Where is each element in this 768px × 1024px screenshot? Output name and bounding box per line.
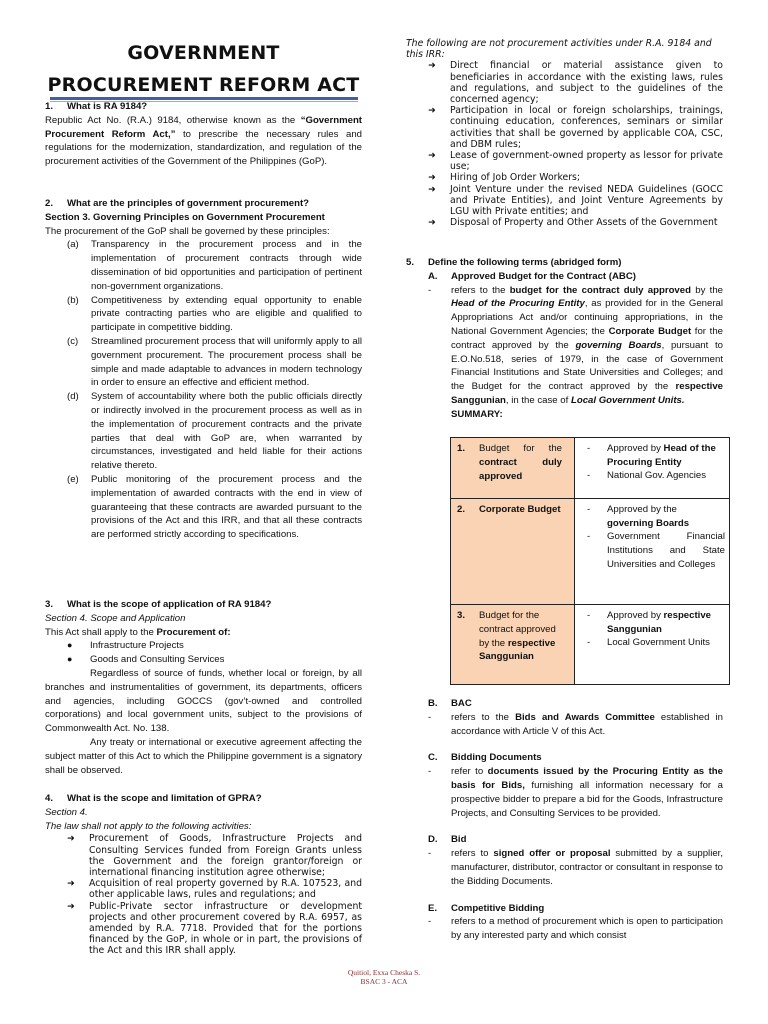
not-procurement-intro: The following are not procurement activities under R.A. 9184 and this IRR: bbox=[406, 38, 712, 61]
q3-section: Section 4. Scope and Application bbox=[45, 612, 186, 624]
question-2 bbox=[45, 197, 362, 542]
footer-class: BSAC 3 - ACA bbox=[360, 977, 408, 986]
term-d-definition: - refers to signed offer or proposal submitted by a supplier, manufacturer, distributor, contractor or consultant in response to the Bidding Documents. bbox=[428, 848, 723, 887]
principle-item: (c) Streamlined procurement process that will uniformly apply to all government procurement. The procurement process shall be simple and made adaptable to advances in modern technology in order to ensure an effective and efficient method. bbox=[67, 335, 362, 389]
q2-intro: The procurement of the GoP shall be governed by these principles: bbox=[45, 225, 330, 237]
summary-row: 2. Corporate Budget - Approved by the governing Boards - Government Financial Institutions and State Universities and Colleges bbox=[451, 499, 730, 605]
q3-number: 3. bbox=[45, 599, 54, 610]
question-3 bbox=[45, 598, 362, 777]
term-e-definition: - refers to a method of procurement which is open to participation by any interested party and which consist bbox=[428, 916, 723, 942]
limitation-item: ➜ Procurement of Goods, Infrastructure Projects and Consulting Services funded from Foreign Grants unless the Government and the foreign grantor/foreign or international financing institution agree otherwise; bbox=[67, 833, 362, 878]
page-title-line1: GOVERNMENT bbox=[127, 42, 280, 64]
term-c-heading: C. Bidding Documents bbox=[428, 752, 542, 764]
arrow-icon: ➜ bbox=[428, 172, 436, 184]
arrow-icon: ➜ bbox=[428, 60, 436, 72]
limitation-item: ➜ Acquisition of real property governed by R.A. 107523, and other applicable laws, rules and regulations; and bbox=[67, 878, 362, 901]
principle-item: (e) Public monitoring of the procurement process and the implementation of awarded contracts with the end in view of guaranteeing that these contracts are awarded pursuant to the provisions of the Act and this IRR, and that all these contracts are performed strictly according to specifications. bbox=[67, 473, 362, 541]
summary-label: SUMMARY: bbox=[451, 408, 503, 420]
term-b-definition: - refers to the Bids and Awards Committee established in accordance with Article V of this Act. bbox=[428, 711, 723, 737]
arrow-icon: ➜ bbox=[67, 900, 75, 912]
principle-item: (a) Transparency in the procurement process and in the implementation of procurement contracts through wide dissemination of bid opportunities and participation of pertinent non-government organizations. bbox=[67, 239, 362, 292]
exclusion-item: ➜ Joint Venture under the revised NEDA Guidelines (GOCC and Private Entities), and Joint Venture Agreements by LGU with Private entities; and bbox=[428, 183, 723, 218]
arrow-icon: ➜ bbox=[428, 183, 436, 195]
scope-bullet: ● Goods and Consulting Services bbox=[67, 654, 225, 666]
footer-author: Quitiol, Exxa Cheska S. bbox=[347, 968, 421, 977]
principle-item: (b) Competitiveness by extending equal opportunity to enable private contracting parties who are eligible and qualified to participate in competitive bidding. bbox=[67, 294, 362, 334]
question-4 bbox=[45, 792, 362, 957]
exclusion-item: ➜ Disposal of Property and Other Assets of the Government bbox=[428, 217, 718, 229]
page-title-line2: PROCUREMENT REFORM ACT bbox=[47, 74, 360, 96]
q3-para2: Any treaty or international or executive agreement affecting the subject matter of this Act to which the Philippine government is a signatory shall be observed. bbox=[45, 736, 362, 776]
q4-intro: The law shall not apply to the following activities: bbox=[45, 820, 252, 832]
question-5 bbox=[406, 256, 723, 422]
term-b-heading: B. BAC bbox=[428, 698, 472, 709]
not-procurement-block bbox=[406, 38, 723, 228]
q1-answer: Republic Act No. (R.A.) 9184, otherwise known as the “Government Procurement Reform Act,” to prescribe the necessary rules and regulations for the modernization, standardization, and regulation of the procurement activities of the Government of the Philippines (GoP). bbox=[45, 114, 362, 168]
exclusion-item: ➜ Lease of government-owned property as lessor for private use; bbox=[428, 150, 723, 173]
q1-heading: What is RA 9184? bbox=[67, 101, 148, 112]
term-e-heading: E. Competitive Bidding bbox=[428, 902, 545, 914]
q5-heading: Define the following terms (abridged form) bbox=[428, 257, 622, 268]
terms-b-to-e bbox=[406, 697, 723, 943]
q3-para1: Regardless of source of funds, whether local or foreign, by all branches and instrumentalities of government, its departments, officers and agencies, including GOCCS (gov’t-owned and controlled corporations) and local government units, subject to the provisions of Commonwealth Act. No. 138. bbox=[45, 667, 362, 735]
arrow-icon: ➜ bbox=[428, 217, 436, 229]
arrow-icon: ➜ bbox=[428, 150, 436, 162]
arrow-icon: ➜ bbox=[67, 833, 75, 845]
question-1 bbox=[45, 100, 362, 169]
term-a-definition: - refers to the budget for the contract duly approved by the Head of the Procuring Entity, as provided for in the General Appropriations Act and/or continuing appropriations, in the National Government Agencies; the Corporate Budget for the contract approved by the governing Boards, pursuant to E.O.No.518, series of 1979, in the case of Government Financial Institutions and State Universities and Colleges; and the Budget for the contract approved by the respective Sanggunian, in the case of Local Government Units. bbox=[428, 284, 723, 406]
principle-item: (d) System of accountability where both the public officials directly or indirectly involved in the procurement process as well as in the implementation of procurement contracts and the private parties that deal with GoP are, when warranted by circumstances, investigated and held liable for their actions relative thereto. bbox=[67, 391, 362, 472]
summary-row: 1. Budget for the contract duly approved - Approved by Head of the Procuring Entity - National Gov. Agencies bbox=[451, 438, 730, 499]
summary-row: 3. Budget for the contract approved by the respective Sanggunian - Approved by respective Sanggunian - Local Government Units bbox=[451, 605, 730, 685]
exclusion-item: ➜ Hiring of Job Order Workers; bbox=[428, 172, 581, 184]
term-a-heading: A. Approved Budget for the Contract (ABC) bbox=[428, 270, 636, 282]
q4-number: 4. bbox=[45, 793, 54, 804]
arrow-icon: ➜ bbox=[67, 878, 75, 890]
arrow-icon: ➜ bbox=[428, 105, 436, 117]
q2-section: Section 3. Governing Principles on Government Procurement bbox=[45, 211, 325, 223]
scope-bullet: ● Infrastructure Projects bbox=[67, 640, 184, 652]
q4-section: Section 4. bbox=[45, 806, 88, 818]
summary-table bbox=[450, 437, 730, 685]
q4-heading: What is the scope and limitation of GPRA? bbox=[67, 793, 262, 804]
exclusion-item: ➜ Participation in local or foreign scholarships, trainings, continuing education, conferences, seminars or similar activities that shall be governed by applicable COA, CSC, and DBM rules; bbox=[428, 105, 723, 150]
q3-heading: What is the scope of application of RA 9184? bbox=[67, 599, 272, 610]
limitation-item: ➜ Public-Private sector infrastructure or development projects and other procurement covered by R.A. 6957, as amended by R.A. 7718. Provided that for the portions financed by the GoP, in whole or in part, the provisions of the Act and this IRR shall apply. bbox=[67, 900, 362, 957]
term-c-definition: - refer to documents issued by the Procuring Entity as the basis for Bids, furnishing all information necessary for a prospective bidder to prepare a bid for the Goods, Infrastructure Projects, and Consulting Services to be provided. bbox=[428, 766, 724, 819]
q2-number: 2. bbox=[45, 198, 54, 209]
q3-intro: This Act shall apply to the Procurement of: bbox=[45, 626, 231, 638]
exclusion-item: ➜ Direct financial or material assistance given to beneficiaries in accordance with the existing laws, rules and regulations, and subject to the guidelines of the concerned agency; bbox=[428, 60, 723, 106]
term-d-heading: D. Bid bbox=[428, 834, 467, 846]
q5-number: 5. bbox=[406, 257, 415, 268]
q1-number: 1. bbox=[45, 101, 54, 112]
q2-heading: What are the principles of government procurement? bbox=[67, 198, 310, 209]
